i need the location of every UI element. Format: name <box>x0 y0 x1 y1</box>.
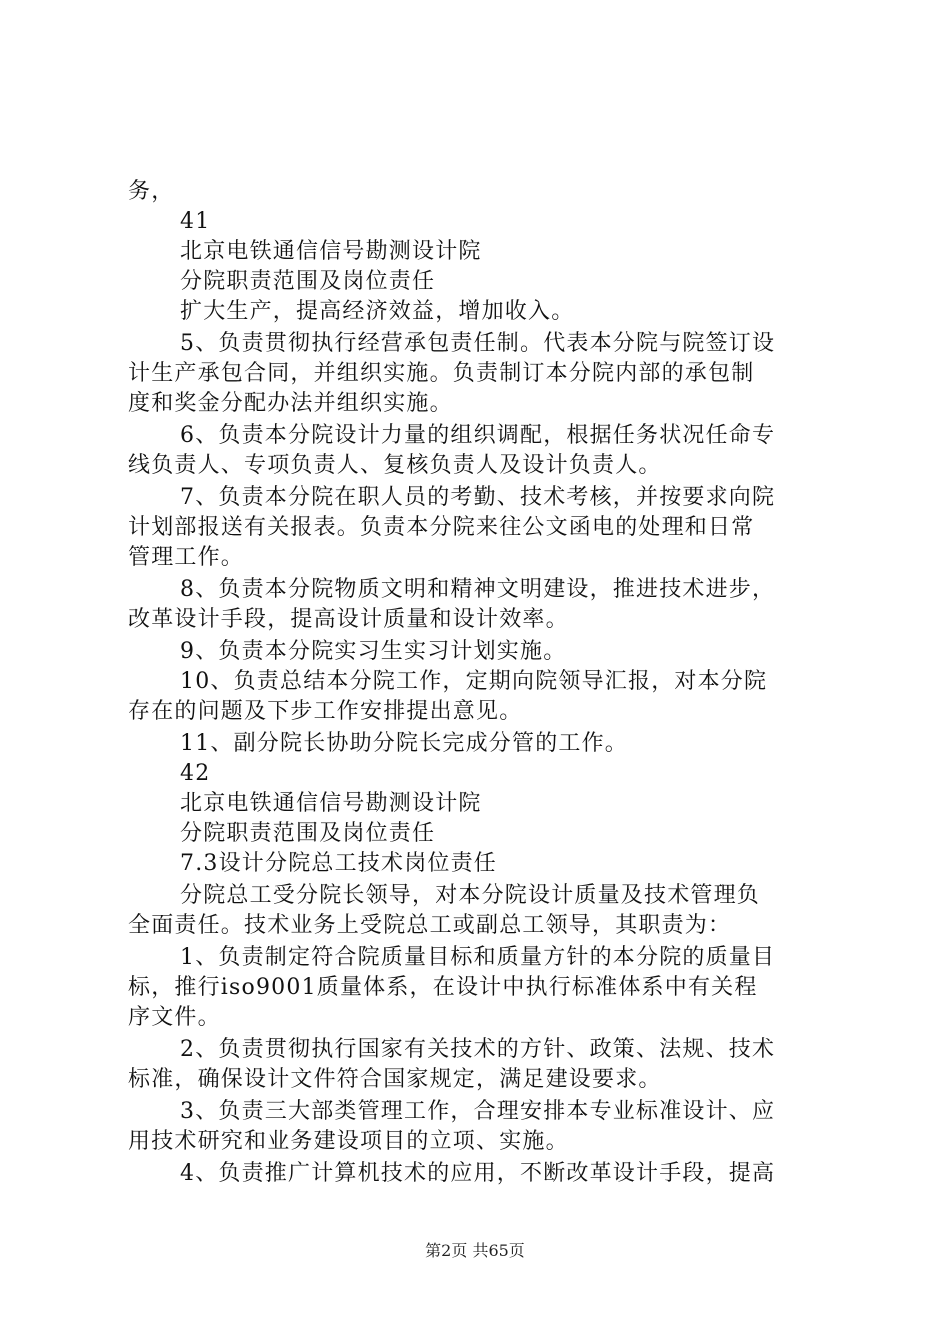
text-line: 标，推行iso9001质量体系，在设计中执行标准体系中有关程 <box>128 975 758 1000</box>
text-line: 度和奖金分配办法并组织实施。 <box>128 391 453 416</box>
list-item-7: 7、负责本分院在职人员的考勤、技术考核，并按要求向院 <box>180 485 776 510</box>
text-line: 序文件。 <box>128 1005 221 1030</box>
text-line: 扩大生产，提高经济效益，增加收入。 <box>180 299 575 324</box>
list-item-10: 10、负责总结本分院工作，定期向院领导汇报，对本分院 <box>180 669 768 694</box>
text-line: 全面责任。技术业务上受院总工或副总工领导，其职责为： <box>128 913 732 938</box>
page-number-marker: 41 <box>180 209 211 234</box>
text-line: 存在的问题及下步工作安排提出意见。 <box>128 699 523 724</box>
text-line: 管理工作。 <box>128 545 245 570</box>
text-line: 改革设计手段，提高设计质量和设计效率。 <box>128 607 569 632</box>
list-item-8: 8、负责本分院物质文明和精神文明建设，推进技术进步， <box>180 577 776 602</box>
list-item-11: 11、副分院长协助分院长完成分管的工作。 <box>180 731 628 756</box>
text-line: 线负责人、专项负责人、复核负责人及设计负责人。 <box>128 453 662 478</box>
text-line: 分院总工受分院长领导，对本分院设计质量及技术管理负 <box>180 883 761 908</box>
list-item-5: 5、负责贯彻执行经营承包责任制。代表本分院与院签订设 <box>180 331 776 356</box>
list-item-9: 9、负责本分院实习生实习计划实施。 <box>180 639 567 664</box>
text-line: 务， <box>128 179 175 204</box>
running-header-institute: 北京电铁通信信号勘测设计院 <box>180 791 482 816</box>
list-item-6: 6、负责本分院设计力量的组织调配，根据任务状况任命专 <box>180 423 776 448</box>
running-header-institute: 北京电铁通信信号勘测设计院 <box>180 239 482 264</box>
text-line: 计生产承包合同，并组织实施。负责制订本分院内部的承包制 <box>128 361 755 386</box>
text-line: 用技术研究和业务建设项目的立项、实施。 <box>128 1129 569 1154</box>
list-item-2: 2、负责贯彻执行国家有关技术的方针、政策、法规、技术 <box>180 1037 776 1062</box>
text-line: 标准，确保设计文件符合国家规定，满足建设要求。 <box>128 1067 662 1092</box>
running-header-section: 分院职责范围及岗位责任 <box>180 821 436 846</box>
list-item-1: 1、负责制定符合院质量目标和质量方针的本分院的质量目 <box>180 945 776 970</box>
list-item-3: 3、负责三大部类管理工作，合理安排本专业标准设计、应 <box>180 1099 776 1124</box>
page-number-marker: 42 <box>180 761 211 786</box>
running-header-section: 分院职责范围及岗位责任 <box>180 269 436 294</box>
page-footer: 第2页 共65页 <box>425 1241 525 1260</box>
text-line: 计划部报送有关报表。负责本分院来往公文函电的处理和日常 <box>128 515 755 540</box>
section-heading: 7.3设计分院总工技术岗位责任 <box>180 851 497 876</box>
list-item-4: 4、负责推广计算机技术的应用，不断改革设计手段，提高 <box>180 1161 776 1186</box>
